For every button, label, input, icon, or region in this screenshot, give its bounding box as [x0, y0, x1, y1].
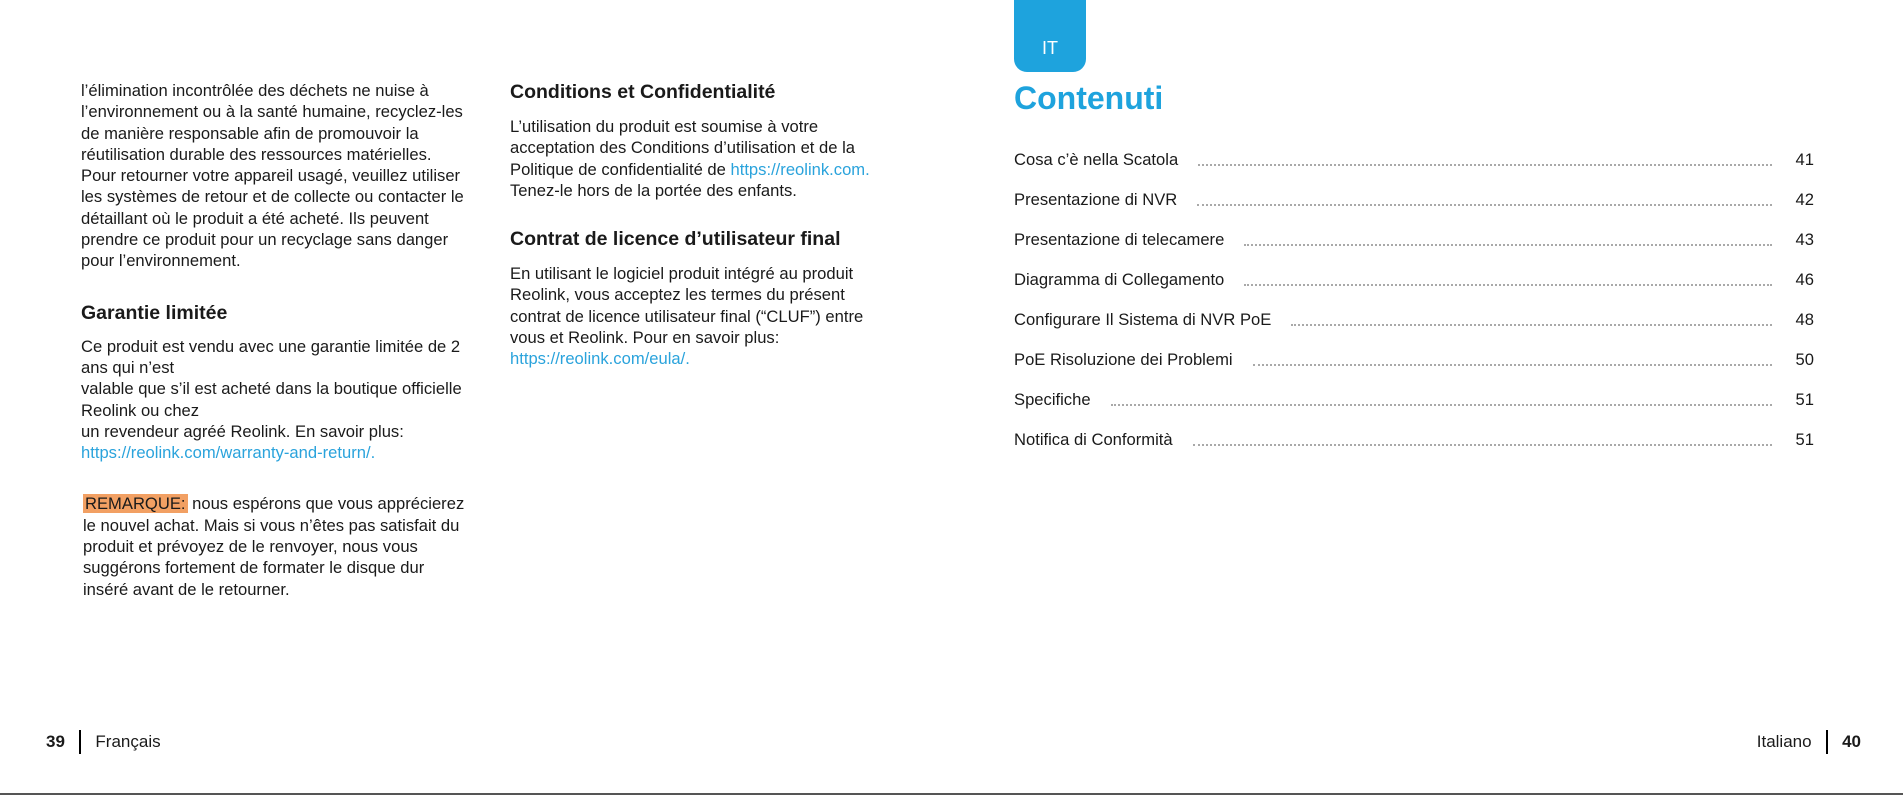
toc-title: Contenuti [1014, 80, 1164, 116]
warranty-link[interactable]: https://reolink.com/warranty-and-return/. [81, 443, 376, 463]
note-paragraph [81, 493, 471, 599]
left-column-1 [81, 80, 471, 600]
toc-entry[interactable] [1014, 190, 1814, 212]
footer-divider [79, 730, 82, 754]
toc-entry[interactable] [1014, 230, 1814, 252]
footer-language: Italiano [1756, 732, 1812, 751]
toc-entry-page: 46 [1795, 270, 1814, 289]
toc-entry[interactable] [1014, 310, 1814, 332]
page-number: 40 [1842, 732, 1861, 751]
toc-entry-label: Specifiche [1014, 390, 1091, 409]
note-label: REMARQUE: [85, 494, 186, 514]
toc-entry-label: Configurare Il Sistema di NVR PoE [1014, 310, 1272, 329]
footer-left [46, 730, 161, 754]
toc-entry-label: Diagramma di Collegamento [1014, 270, 1225, 289]
warranty-text [81, 336, 471, 464]
warranty-heading: Garantie limitée [81, 301, 228, 324]
terms-link[interactable]: https://reolink.com. [730, 159, 870, 179]
disposal-text: l’élimination incontrôlée des déchets ne nuise à l’environnement ou à la santé humaine, recyclez-les de manière responsable afin de promouvoir la réutilisation durable des ressources matérielles. Pour retourner votre appareil usagé, veuillez utiliser les systèmes de retour et de collecte ou contacter le détaillant où le produit a été acheté. Ils peuvent prendre ce produit pour un recyclage sans danger pour l’environnement. [81, 81, 464, 271]
language-tab: IT [1014, 0, 1086, 72]
toc-leader-dots [1197, 204, 1772, 206]
toc-entry-page: 48 [1795, 310, 1814, 329]
eula-text [510, 263, 900, 369]
toc-leader-dots [1193, 444, 1772, 446]
toc-leader-dots [1244, 284, 1772, 286]
toc-leader-dots [1291, 324, 1772, 326]
page-number: 39 [46, 732, 65, 751]
warranty-line-2: valable que s’il est acheté dans la boutique officielle Reolink ou chez [81, 379, 462, 420]
toc-entry[interactable] [1014, 430, 1814, 452]
toc-entry-page: 51 [1795, 430, 1814, 449]
toc-leader-dots [1253, 364, 1772, 366]
toc-entry-page: 41 [1795, 150, 1814, 169]
toc-entry-page: 43 [1795, 230, 1814, 249]
terms-text [510, 116, 900, 201]
left-column-2 [510, 80, 900, 370]
toc-entry-page: 50 [1795, 350, 1814, 369]
eula-link[interactable]: https://reolink.com/eula/. [510, 349, 690, 369]
note-text: nous espérons que vous apprécierez le nouvel achat. Mais si vous n’êtes pas satisfait du produit et prévoyez de le renvoyer, nous vous suggérons fortement de formater le disque dur inséré avant de le retourner. [83, 494, 465, 599]
toc-leader-dots [1244, 244, 1772, 246]
footer-divider [1826, 730, 1829, 754]
toc-entry-label: PoE Risoluzione dei Problemi [1014, 350, 1233, 369]
toc-leader-dots [1198, 164, 1772, 166]
toc-entry[interactable] [1014, 390, 1814, 412]
toc-entry-label: Presentazione di NVR [1014, 190, 1178, 209]
toc-entry-page: 51 [1795, 390, 1814, 409]
warranty-line-1: Ce produit est vendu avec une garantie limitée de 2 ans qui n’est [81, 336, 461, 377]
warranty-line-3: un revendeur agréé Reolink. En savoir plus: [81, 421, 404, 441]
footer-right [1757, 730, 1861, 754]
eula-heading: Contrat de licence d’utilisateur final [510, 228, 841, 251]
toc-entry-page: 42 [1795, 190, 1814, 209]
toc-entry[interactable] [1014, 150, 1814, 172]
toc-entry-label: Notifica di Conformità [1014, 430, 1173, 449]
terms-heading: Conditions et Confidentialité [510, 81, 776, 103]
footer-language: Français [95, 732, 161, 751]
terms-text-end: Tenez-le hors de la portée des enfants. [510, 180, 797, 200]
toc-entry-label: Presentazione di telecamere [1014, 230, 1225, 249]
toc-leader-dots [1111, 404, 1772, 406]
toc-entry[interactable] [1014, 270, 1814, 292]
eula-text-body: En utilisant le logiciel produit intégré au produit Reolink, vous acceptez les termes du présent contrat de licence utilisateur final (“CLUF”) entre vous et Reolink. Pour en savoir plus: [510, 264, 864, 348]
toc-entry-label: Cosa c’è nella Scatola [1014, 150, 1179, 169]
terms-text-body: L’utilisation du produit est soumise à votre acceptation des Conditions d’utilisation et de la Politique de confidentialité de [510, 117, 856, 179]
toc-entry[interactable] [1014, 350, 1814, 372]
